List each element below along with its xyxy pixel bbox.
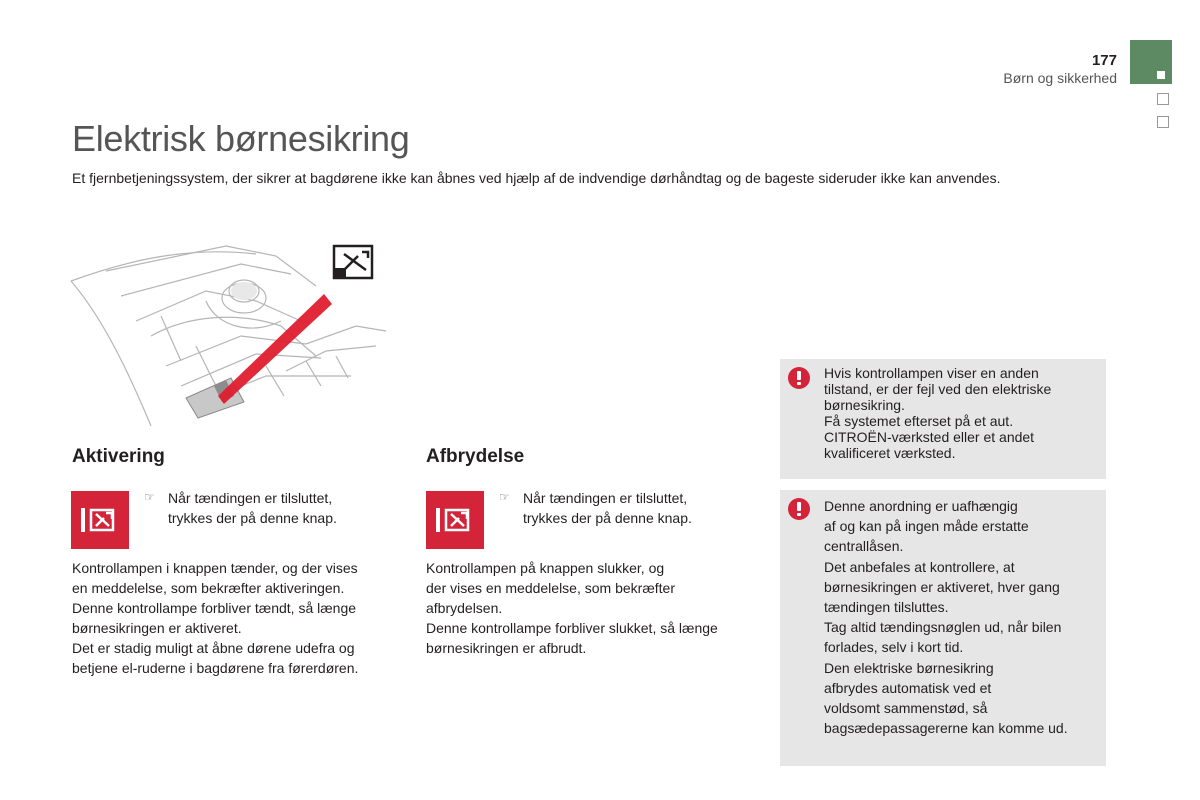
- activation-description: [72, 558, 358, 678]
- warning-line: forlades, selv i kort tid.: [824, 639, 964, 656]
- paragraph-line: Denne kontrollampe forbliver tændt, så længe: [72, 600, 357, 616]
- warning-exclamation-icon: [788, 498, 810, 520]
- chapter-marker: [1157, 93, 1169, 105]
- instruction-line: Når tændingen er tilsluttet,: [168, 490, 333, 506]
- page-title: Elektrisk børnesikring: [72, 118, 410, 159]
- warning-line: kvalificeret værksted.: [824, 445, 956, 461]
- warning-line: Tag altid tændingsnøglen ud, når bilen: [824, 619, 1062, 636]
- warning-line: voldsomt sammenstød, så: [824, 700, 988, 717]
- paragraph-line: børnesikringen er afbrudt.: [426, 640, 587, 656]
- instruction-line: trykkes der på denne knap.: [168, 510, 337, 526]
- warning-exclamation-icon: [788, 367, 810, 389]
- section-name: Børn og sikkerhed: [1003, 70, 1117, 86]
- warning-line: Det anbefales at kontrollere, at: [824, 558, 1015, 575]
- hand-pointer-icon: ☞: [499, 490, 510, 504]
- paragraph-line: en meddelelse, som bekræfter aktiveringen.: [72, 580, 345, 596]
- warning-line: tilstand, er der fejl ved den elektriske: [824, 381, 1052, 397]
- paragraph-line: børnesikringen er aktiveret.: [72, 620, 242, 636]
- activation-heading: Aktivering: [72, 446, 165, 467]
- warning-line: afbrydes automatisk ved et: [824, 679, 992, 696]
- paragraph-line: Kontrollampen på knappen slukker, og: [426, 560, 665, 576]
- warning-line: af og kan på ingen måde erstatte: [824, 518, 1029, 535]
- intro-text: Et fjernbetjeningssystem, der sikrer at bagdørene ikke kan åbnes ved hjælp af de indvendige dørhåndtag og de bageste sideruder ikke kan anvendes.: [72, 170, 1001, 186]
- deactivation-instruction: [523, 488, 692, 528]
- warning-line: Få systemet efterset på et aut.: [824, 413, 1014, 429]
- paragraph-line: der vises en meddelelse, som bekræfter: [426, 580, 675, 596]
- warning-line: børnesikring.: [824, 397, 905, 413]
- warning-line: børnesikringen er aktiveret, hver gang: [824, 578, 1060, 595]
- child-lock-button-icon: [71, 491, 129, 549]
- warning-line: CITROËN-værksted eller et andet: [824, 429, 1035, 445]
- paragraph-line: betjene el-ruderne i bagdørene fra førerdøren.: [72, 660, 359, 676]
- child-lock-button-icon: [426, 491, 484, 549]
- warning-box: [780, 359, 1106, 479]
- warning-line: bagsædepassagererne kan komme ud.: [824, 720, 1068, 737]
- warning-line: tændingen tilsluttes.: [824, 599, 949, 616]
- warning-line: Den elektriske børnesikring: [824, 659, 994, 676]
- warning-text: [824, 496, 1068, 738]
- instruction-line: Når tændingen er tilsluttet,: [523, 490, 688, 506]
- paragraph-line: afbrydelsen.: [426, 600, 503, 616]
- deactivation-description: [426, 558, 718, 658]
- deactivation-heading: Afbrydelse: [426, 446, 525, 467]
- warning-text: [824, 365, 1051, 461]
- door-panel-illustration: [66, 226, 396, 436]
- chapter-marker: [1157, 116, 1169, 128]
- warning-line: Hvis kontrollampen viser en anden: [824, 365, 1039, 381]
- paragraph-line: Kontrollampen i knappen tænder, og der vises: [72, 560, 358, 576]
- warning-line: centrallåsen.: [824, 538, 904, 555]
- warning-box: [780, 490, 1106, 766]
- paragraph-line: Det er stadig muligt at åbne dørene udefra og: [72, 640, 355, 656]
- chapter-tab-active: [1130, 40, 1172, 84]
- activation-instruction: [168, 488, 337, 528]
- page-number: 177: [1091, 52, 1117, 69]
- instruction-line: trykkes der på denne knap.: [523, 510, 692, 526]
- paragraph-line: Denne kontrollampe forbliver slukket, så længe: [426, 620, 718, 636]
- warning-line: Denne anordning er uafhængig: [824, 498, 1018, 514]
- hand-pointer-icon: ☞: [144, 490, 155, 504]
